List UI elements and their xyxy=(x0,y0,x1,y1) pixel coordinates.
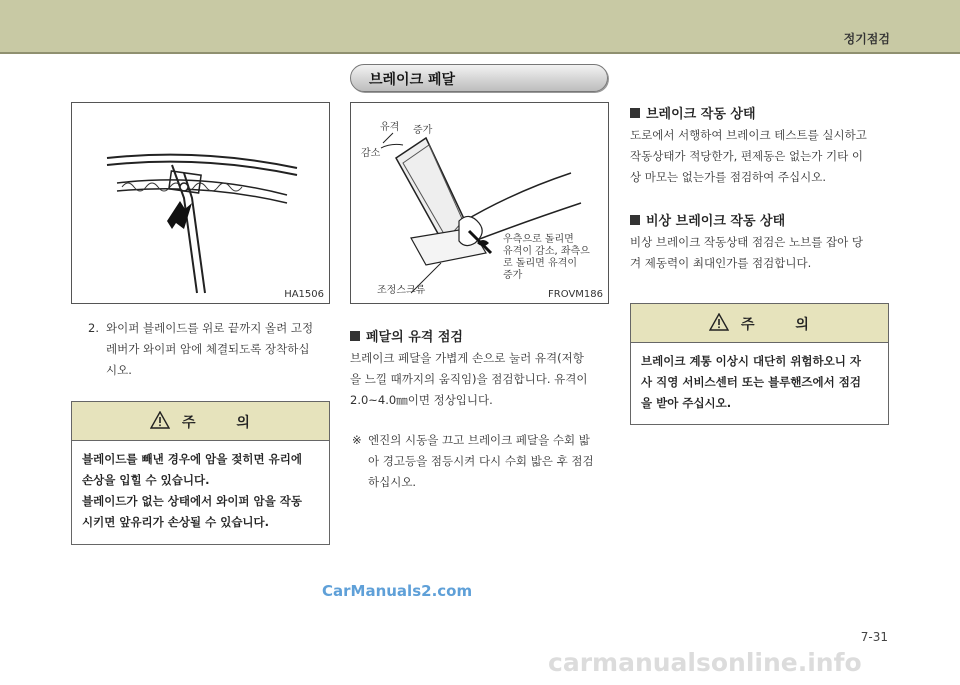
caution-line: 브레이크 계통 이상시 대단히 위험하오니 자 xyxy=(641,354,861,368)
pedal-figure-code: FROVM186 xyxy=(548,289,603,300)
parking-brake-heading-text: 비상 브레이크 작동 상태 xyxy=(646,214,786,229)
top-banner-rule xyxy=(0,52,960,54)
brake-para-line-1: 도로에서 서행하여 브레이크 테스트를 실시하고 xyxy=(630,128,867,142)
label-play: 유격 xyxy=(380,122,400,133)
pedal-para-line-3: 2.0~4.0㎜이면 정상입니다. xyxy=(350,393,493,407)
pedal-play-heading xyxy=(350,326,463,345)
square-bullet-icon xyxy=(630,108,640,118)
parking-brake-heading xyxy=(630,210,785,229)
label-increase: 증가 xyxy=(413,125,433,136)
brake-operation-heading xyxy=(630,103,756,122)
brake-caution-box xyxy=(630,303,889,425)
step-number: 2. xyxy=(88,321,99,335)
caution-body xyxy=(72,441,329,541)
brake-para-line-3: 상 마모는 없는가를 점검하여 주십시오. xyxy=(630,170,827,184)
caution-line: 을 받아 주십시오. xyxy=(641,396,732,410)
pedal-play-heading-text: 페달의 유격 점검 xyxy=(366,330,463,345)
section-title-pill xyxy=(350,64,608,92)
step-line-1: 와이퍼 블레이드를 위로 끝까지 올려 고정 xyxy=(106,321,314,335)
warning-icon xyxy=(709,313,729,331)
pedal-para-line-1: 브레이크 페달을 가볍게 손으로 눌러 유격(저항 xyxy=(350,351,584,365)
square-bullet-icon xyxy=(350,331,360,341)
section-title: 브레이크 페달 xyxy=(369,72,456,88)
brake-para-line-2: 작동상태가 적당한가, 편제동은 없는가 기타 이 xyxy=(630,149,864,163)
label-decrease: 감소 xyxy=(361,148,381,159)
wiper-figure xyxy=(71,102,330,304)
parking-para-line-2: 겨 제동력이 최대인가를 점검합니다. xyxy=(630,256,812,270)
note-line-2: 아 경고등을 점등시켜 다시 수회 밟은 후 점검 xyxy=(368,454,594,468)
caution-title: 주 의 xyxy=(741,317,827,333)
note-mark: ※ xyxy=(352,433,362,447)
label-rotate-line-2: 유격이 감소, 좌측으 xyxy=(503,246,590,257)
site-watermark: CarManuals2.com xyxy=(322,582,473,600)
warning-icon xyxy=(150,411,170,429)
wiper-illustration xyxy=(72,103,329,303)
step-line-3: 시오. xyxy=(106,363,132,377)
caution-header xyxy=(72,402,329,441)
top-banner xyxy=(0,0,960,52)
caution-header xyxy=(631,304,888,343)
pedal-figure xyxy=(350,102,609,304)
label-rotate-line-1: 우측으로 돌리면 xyxy=(503,234,574,245)
brake-operation-heading-text: 브레이크 작동 상태 xyxy=(646,107,756,122)
caution-line: 시키면 앞유리가 손상될 수 있습니다. xyxy=(82,515,270,529)
caution-title: 주 의 xyxy=(182,415,268,431)
label-rotate-line-4: 증가 xyxy=(503,270,523,281)
pedal-para-line-2: 을 느낄 때까지의 움직임)을 점검합니다. 유격이 xyxy=(350,372,588,386)
page-number: 7-31 xyxy=(860,630,888,644)
caution-line: 블레이드가 없는 상태에서 와이퍼 암을 작동 xyxy=(82,494,302,508)
caution-line: 손상을 입힐 수 있습니다. xyxy=(82,473,210,487)
label-adjust-screw: 조정스크류 xyxy=(377,285,426,296)
chapter-title: 정기점검 xyxy=(843,32,890,46)
note-line-3: 하십시오. xyxy=(368,475,417,489)
caution-body xyxy=(631,343,888,422)
wiper-caution-box xyxy=(71,401,330,545)
label-rotate-line-3: 로 돌리면 유격이 xyxy=(503,258,577,269)
wiper-figure-code: HA1506 xyxy=(284,289,324,300)
square-bullet-icon xyxy=(630,215,640,225)
footer-watermark: carmanualsonline.info xyxy=(548,648,862,677)
caution-line: 사 직영 서비스센터 또는 블루핸즈에서 점검 xyxy=(641,375,861,389)
step-line-2: 레버가 와이퍼 암에 체결되도록 장착하십 xyxy=(106,342,310,356)
note-line-1: 엔진의 시동을 끄고 브레이크 페달을 수회 밟 xyxy=(368,433,590,447)
caution-line: 블레이드를 빼낸 경우에 암을 젖히면 유리에 xyxy=(82,452,302,466)
parking-para-line-1: 비상 브레이크 작동상태 점검은 노브를 잡아 당 xyxy=(630,235,864,249)
